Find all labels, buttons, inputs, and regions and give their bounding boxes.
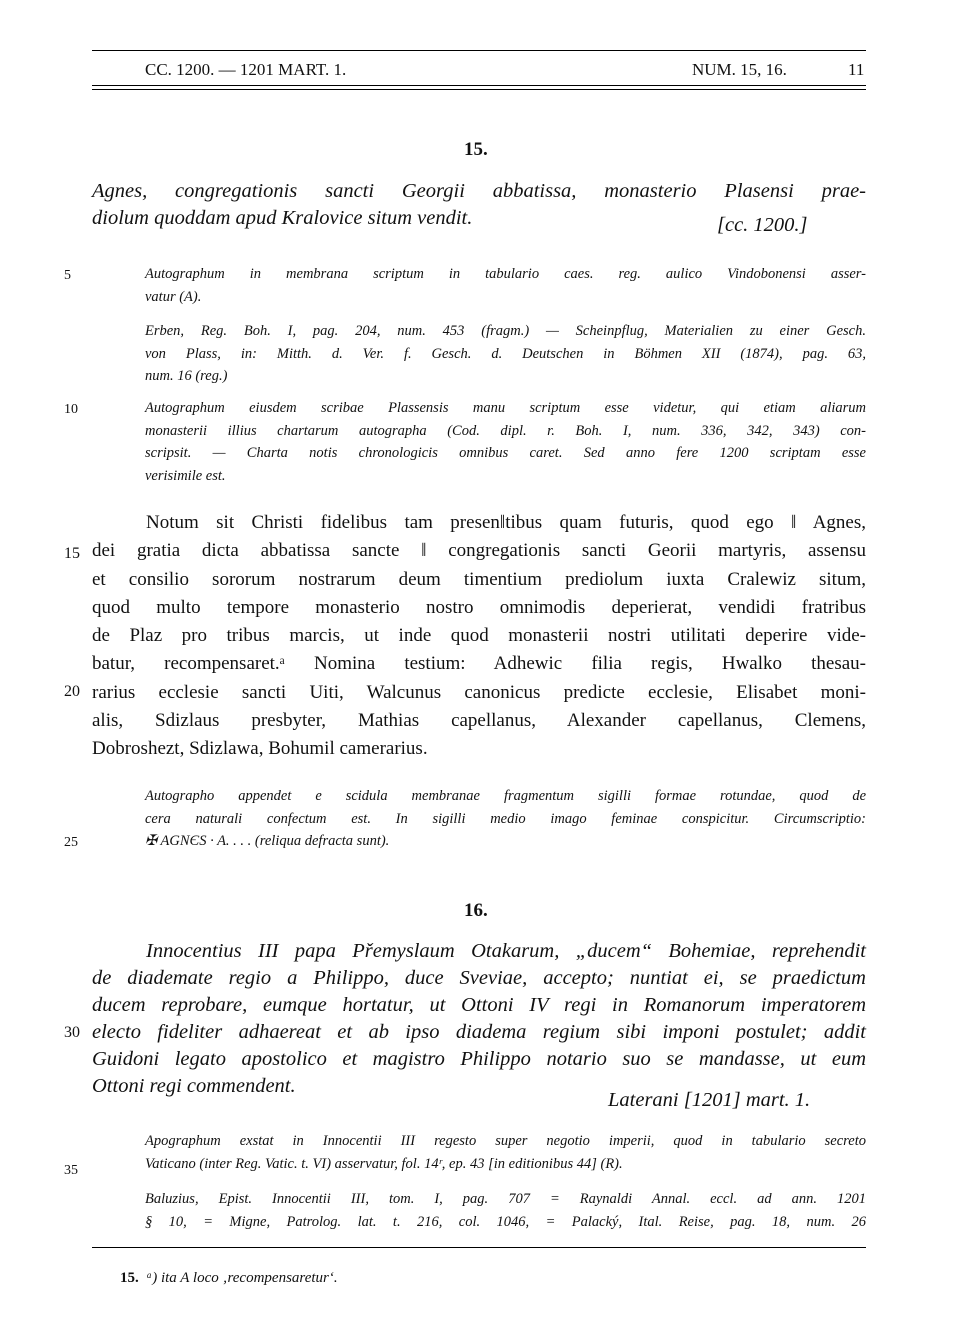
text-line: et consilio sororum nostrarum deum timentium prediolum iuxta Cralewiz situm, <box>92 568 866 590</box>
text-line: de Plaz pro tribus marcis, ut inde quod monasterii nostri utilitati deperire vide- <box>92 625 866 647</box>
regest-line: Guidoni legato apostolico et magistro Philippo notario suo se mandasse, ut eum <box>92 1048 866 1070</box>
note-line: Erben, Reg. Boh. I, pag. 204, num. 453 (fragm.) — Scheinpflug, Materialien zu einer Gesch. <box>145 323 866 339</box>
margin-line-number: 10 <box>64 402 78 417</box>
footnote-rule <box>92 1247 866 1248</box>
header-right: NUM. 15, 16. <box>692 60 787 79</box>
text-line: Dobroshezt, Sdizlawa, Bohumil camerarius. <box>92 738 428 760</box>
margin-line-number: 30 <box>64 1024 80 1041</box>
archive-note-16 <box>145 1133 866 1178</box>
note-line: vatur (A). <box>145 288 202 305</box>
regest-line: de diademate regio a Philippo, duce Sveviae, accepto; nuntiat ei, se praedictum <box>92 967 866 989</box>
text-line: alis, Sdizlaus presbyter, Mathias capellanus, Alexander capellanus, Clemens, <box>92 710 866 732</box>
note-line: Autographum eiusdem scribae Plassensis manu scriptum esse videtur, qui etiam aliarum <box>145 400 866 416</box>
note-line: Baluzius, Epist. Innocentii III, tom. I, pag. 707 = Raynaldi Annal. eccl. ad ann. 1201 <box>145 1191 866 1207</box>
text-line: rarius ecclesie sancti Uiti, Walcunus canonicus predicte ecclesie, Elisabet moni- <box>92 681 866 703</box>
margin-line-number: 20 <box>64 683 80 700</box>
header-rule-1 <box>92 85 866 86</box>
margin-line-number: 35 <box>64 1163 78 1178</box>
text-line: quod multo tempore monasterio nostro omnimodis deperierat, vendidi fratribus <box>92 596 866 618</box>
seal-description-15 <box>145 788 866 856</box>
text-line: dei gratia dicta abbatissa sancte ‖ congregationis sancti Georii martyris, assensu <box>92 540 866 562</box>
margin-line-number: 15 <box>64 545 80 562</box>
note-line: num. 16 (reg.) <box>145 368 228 384</box>
date-16: Laterani [1201] mart. 1. <box>608 1089 811 1111</box>
note-line: von Plass, in: Mitth. d. Ver. f. Gesch. d. Deutschen in Böhmen XII (1874), pag. 63, <box>145 345 866 362</box>
bibliography-15 <box>145 323 866 391</box>
margin-line-number: 25 <box>64 835 78 850</box>
regest-line: ducem reprobare, eumque hortatur, ut Ottoni IV regi in Romanorum imperatorem <box>92 994 866 1016</box>
footnote-text: ᵃ) ita A loco ‚recompensaretur‘. <box>146 1270 338 1286</box>
document-number-15: 15. <box>464 139 488 160</box>
commentary-15 <box>145 400 866 490</box>
regest-line: electo fideliter adhaereat et ab ipso diadema regium sibi imponi postulet; addit <box>92 1021 866 1043</box>
note-line: cera naturali confectum est. In sigilli medio imago feminae conspicitur. Circumscriptio: <box>145 810 866 827</box>
header-left: CC. 1200. — 1201 MART. 1. <box>145 60 347 79</box>
regest-16 <box>92 940 866 1102</box>
note-line: monasterii illius chartarum autographa (Cod. dipl. r. Boh. I, num. 336, 342, 343) con- <box>145 422 866 439</box>
document-number-16: 16. <box>464 900 488 921</box>
header-rule-2 <box>92 89 866 90</box>
charter-text-15 <box>92 512 866 767</box>
margin-line-number: 5 <box>64 268 71 283</box>
text-line: batur, recompensaret.ᵃ Nomina testium: Adhewic filia regis, Hwalko thesau- <box>92 653 866 675</box>
footnote <box>120 1270 338 1287</box>
note-line: Apographum exstat in Innocentii III regesto super negotio imperii, quod in tabulario secreto <box>145 1133 866 1149</box>
regest-line: Ottoni regi commendent. <box>92 1075 296 1097</box>
footnote-ref: 15. <box>120 1270 139 1286</box>
header-top-rule <box>92 50 866 51</box>
note-line: Autographo appendet e scidula membranae fragmentum sigilli formae rotundae, quod de <box>145 788 866 804</box>
text-line: Notum sit Christi fidelibus tam presen‖tibus quam futuris, quod ego ‖ Agnes, <box>146 512 866 533</box>
regest-line: diolum quoddam apud Kralovice situm vendit. <box>92 207 473 229</box>
note-line: scripsit. — Charta notis chronologicis omnibus caret. Sed anno fere 1200 scriptam esse <box>145 445 866 461</box>
note-line: verisimile est. <box>145 467 226 484</box>
page-number: 11 <box>848 60 865 79</box>
note-line: ✠ AGNЄS · A. . . . (reliqua defracta sunt). <box>145 833 390 849</box>
date-15: [cc. 1200.] <box>717 214 808 236</box>
note-line: Autographum in membrana scriptum in tabulario caes. reg. aulico Vindobonensi asser- <box>145 266 866 282</box>
note-line: § 10, = Migne, Patrolog. lat. t. 216, col. 1046, = Palacký, Ital. Reise, pag. 18, num. 26 <box>145 1213 866 1230</box>
bibliography-16 <box>145 1191 866 1236</box>
note-line: Vaticano (inter Reg. Vatic. t. VI) asservatur, fol. 14ʳ, ep. 43 [in editionibus 44] (R). <box>145 1155 623 1172</box>
regest-line: Innocentius III papa Přemyslaum Otakarum, „ducem“ Bohemiae, reprehendit <box>146 940 866 962</box>
regest-line: Agnes, congregationis sancti Georgii abbatissa, monasterio Plasensi prae- <box>92 180 866 202</box>
archive-note-15 <box>145 266 866 311</box>
